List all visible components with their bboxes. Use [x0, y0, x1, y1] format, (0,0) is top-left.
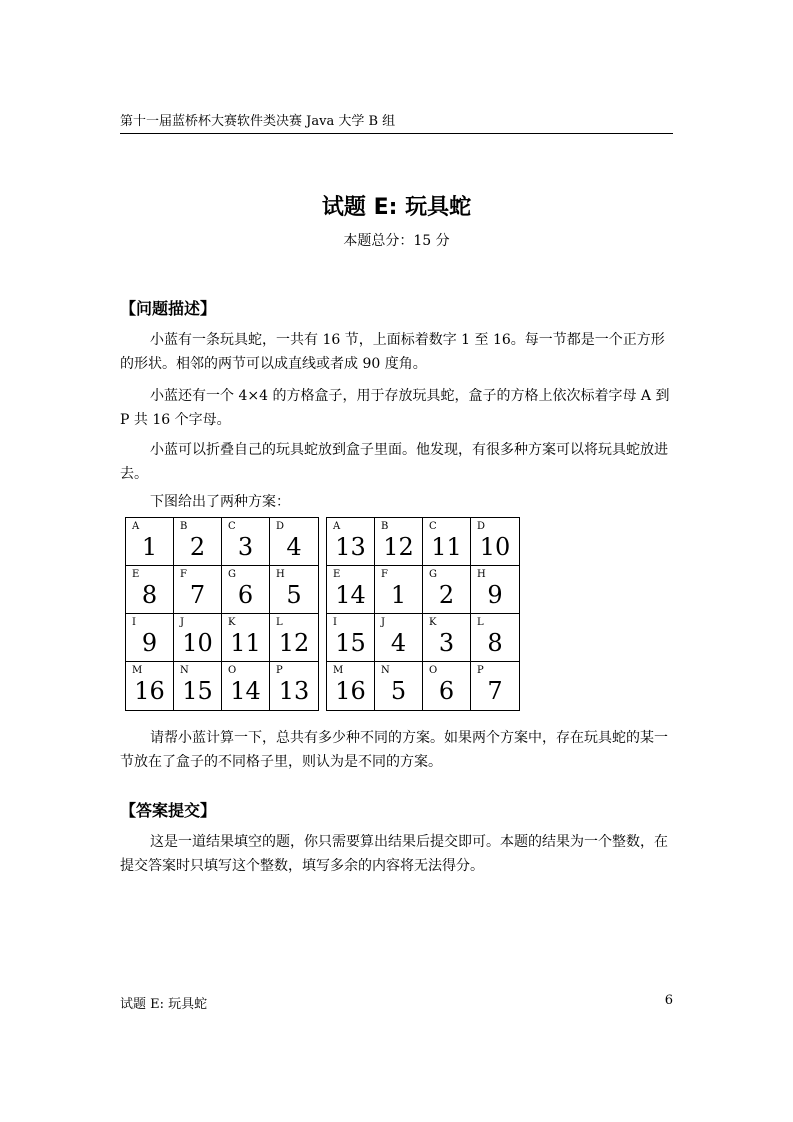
cell-number: 15	[182, 677, 213, 705]
grid-cell	[126, 566, 174, 614]
cell-number: 6	[237, 581, 254, 609]
cell-number: 12	[278, 629, 310, 657]
grid-cell	[174, 518, 222, 566]
cell-number: 9	[487, 581, 503, 609]
cell-number: 8	[141, 581, 158, 609]
cell-number: 10	[182, 629, 213, 657]
cell-number: 5	[390, 677, 407, 705]
cell-number: 3	[237, 533, 254, 561]
grid-cell	[375, 662, 423, 710]
cell-number: 2	[438, 581, 455, 609]
grid-cell	[174, 662, 222, 710]
page-number: 6	[664, 993, 673, 1008]
grid-cell	[375, 566, 423, 614]
grid-cell	[471, 614, 519, 662]
cell-letter: A	[333, 521, 341, 532]
grid-cell	[327, 566, 375, 614]
grid-cell	[270, 614, 318, 662]
cell-number: 14	[335, 581, 366, 609]
running-header: 第十一届蓝桥杯大赛软件类决赛 Java 大学 B 组	[120, 113, 673, 134]
grid-cell	[423, 662, 471, 710]
cell-letter: G	[429, 569, 437, 580]
cell-letter: D	[477, 521, 486, 532]
cell-letter: I	[333, 617, 337, 628]
grid-cell	[423, 518, 471, 566]
problem-score: 本题总分：15 分	[343, 233, 450, 249]
grid-cell	[270, 566, 318, 614]
grid-cell	[270, 662, 318, 710]
description-paragraph: 小蓝可以折叠自己的玩具蛇放到盒子里面。他发现，有很多种方案可以将玩具蛇放进去。	[120, 442, 668, 482]
cell-letter: B	[180, 521, 188, 532]
cell-letter: M	[333, 665, 344, 676]
grid-cell	[222, 518, 270, 566]
grid-cell	[423, 614, 471, 662]
grid-cell	[222, 566, 270, 614]
cell-number: 1	[390, 581, 407, 609]
grid-cell	[471, 566, 519, 614]
grid-cell	[126, 518, 174, 566]
cell-number: 3	[438, 629, 455, 657]
cell-letter: L	[477, 617, 484, 628]
cell-number: 12	[383, 533, 414, 561]
grid-cell	[174, 614, 222, 662]
cell-number: 4	[390, 629, 407, 657]
cell-number: 10	[479, 533, 511, 561]
cell-letter: C	[429, 521, 437, 532]
cell-letter: A	[132, 521, 140, 532]
cell-number: 15	[335, 629, 366, 657]
description-paragraph: 小蓝还有一个 4×4 的方格盒子，用于存放玩具蛇，盒子的方格上依次标着字母 A 到 P 共 16 个字母。	[120, 388, 670, 428]
cell-letter: E	[333, 569, 341, 580]
cell-number: 6	[438, 677, 455, 705]
cell-letter: I	[132, 617, 136, 628]
cell-letter: D	[276, 521, 285, 532]
cell-letter: O	[429, 665, 438, 676]
cell-number: 7	[487, 677, 503, 705]
grid-cell	[222, 614, 270, 662]
cell-letter: J	[180, 617, 185, 628]
description-heading: 【问题描述】	[120, 299, 217, 318]
scheme-grid-2	[326, 517, 520, 711]
grid-cell	[222, 662, 270, 710]
grid-cell	[327, 662, 375, 710]
problem-title: 试题 E: 玩具蛇	[321, 195, 472, 220]
cell-number: 13	[335, 533, 366, 561]
cell-letter: M	[132, 665, 143, 676]
cell-number: 8	[487, 629, 503, 657]
cell-letter: H	[276, 569, 285, 580]
cell-letter: F	[381, 569, 388, 580]
cell-number: 16	[335, 677, 366, 705]
cell-number: 5	[286, 581, 302, 609]
cell-number: 14	[230, 677, 261, 705]
grid-cell	[174, 566, 222, 614]
grid-cell	[327, 518, 375, 566]
cell-letter: E	[132, 569, 140, 580]
cell-letter: C	[228, 521, 236, 532]
scheme-grid-1	[125, 517, 319, 711]
cell-number: 7	[189, 581, 206, 609]
grid-cell	[375, 518, 423, 566]
cell-letter: P	[477, 665, 484, 676]
grid-cell	[270, 518, 318, 566]
footer-title: 试题 E: 玩具蛇	[120, 997, 208, 1012]
grid-cell	[471, 518, 519, 566]
cell-letter: F	[180, 569, 187, 580]
cell-letter: N	[381, 665, 390, 676]
cell-number: 11	[230, 629, 261, 657]
grid-cell	[126, 614, 174, 662]
cell-letter: J	[381, 617, 386, 628]
cell-number: 4	[286, 533, 302, 561]
cell-number: 9	[141, 629, 158, 657]
grid-cell	[375, 614, 423, 662]
cell-number: 2	[189, 533, 206, 561]
grid-cell	[423, 566, 471, 614]
cell-number: 16	[134, 677, 165, 705]
cell-letter: K	[228, 617, 236, 628]
grid-cell	[327, 614, 375, 662]
cell-number: 13	[278, 677, 310, 705]
answer-heading: 【答案提交】	[120, 801, 217, 820]
grid-cell	[471, 662, 519, 710]
grid-cell	[126, 662, 174, 710]
cell-number: 1	[141, 533, 158, 561]
answer-paragraph: 这是一道结果填空的题，你只需要算出结果后提交即可。本题的结果为一个整数，在提交答案时只填写这个整数，填写多余的内容将无法得分。	[120, 834, 668, 874]
question-paragraph: 请帮小蓝计算一下，总共有多少种不同的方案。如果两个方案中，存在玩具蛇的某一节放在了盒子的不同格子里，则认为是不同的方案。	[120, 730, 668, 770]
cell-letter: H	[477, 569, 486, 580]
cell-letter: O	[228, 665, 237, 676]
cell-letter: K	[429, 617, 437, 628]
cell-letter: B	[381, 521, 389, 532]
cell-letter: L	[276, 617, 283, 628]
cell-letter: N	[180, 665, 189, 676]
description-paragraph: 小蓝有一条玩具蛇，一共有 16 节，上面标着数字 1 至 16。每一节都是一个正方形的形状。相邻的两节可以成直线或者成 90 度角。	[120, 332, 665, 372]
cell-letter: G	[228, 569, 236, 580]
figure-intro: 下图给出了两种方案：	[150, 494, 290, 510]
cell-letter: P	[276, 665, 283, 676]
cell-number: 11	[431, 533, 462, 561]
